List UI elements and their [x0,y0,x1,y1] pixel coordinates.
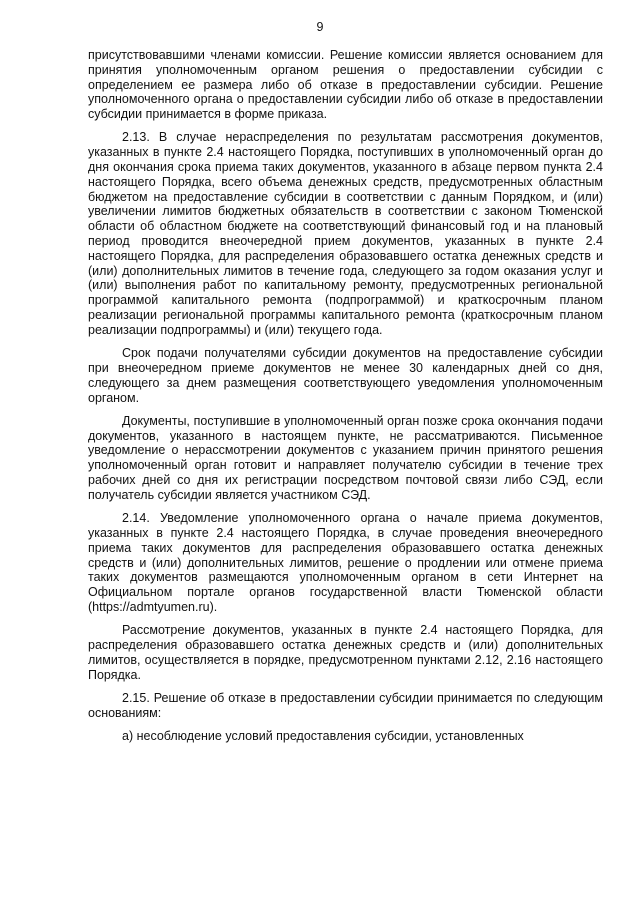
document-body [88,48,603,752]
paragraph-continuation: присутствовавшими членами комиссии. Решение комиссии является основанием для принятия уполномоченным органом решения о предоставлении субсидии с определением ее размера либо об отказе в предоставлении субсидии. Решение уполномоченного органа о предоставлении субсидии либо об отказе в предоставлении субсидии принимается в форме приказа. [88,48,603,122]
paragraph-submission-deadline: Срок подачи получателями субсидии документов на предоставление субсидии при внеочередном приеме документов не менее 30 календарных дней со дня, следующего за днем размещения соответствующего уведомления уполномоченным органом. [88,346,603,405]
page-number: 9 [316,20,324,34]
paragraph-item-a: а) несоблюдение условий предоставления субсидии, установленных [122,728,524,743]
paragraph-2-15: 2.15. Решение об отказе в предоставлении субсидии принимается по следующим основаниям: [88,690,603,720]
paragraph-2-14: 2.14. Уведомление уполномоченного органа о начале приема документов, указанных в пункте 2.4 настоящего Порядка, в случае проведения внеочередного приема таких документов для распределения образовавшего остатка денежных средств и (или) дополнительных лимитов, решение о продлении или отмене приема таких документов размещаются уполномоченным органом в сети Интернет на Официальном портале органов государственной власти Тюменской области (https://admtyumen.ru). [88,511,603,614]
paragraph-2-13: 2.13. В случае нераспределения по результатам рассмотрения документов, указанных в пункте 2.4 настоящего Порядка, поступивших в уполномоченный орган до дня окончания срока приема таких документов, указанного в абзаце первом пункта 2.4 настоящего Порядка, всего объема денежных средств, предусмотренных областным бюджетом на предоставление субсидии в соответствии с данным Порядком, и (или) увеличении лимитов бюджетных обязательств в соответствии с законом Тюменской области об областном бюджете на соответствующий финансовый год и на плановый период проводится внеочередной прием документов, указанных в пункте 2.4 настоящего Порядка, для распределения образовавшего остатка денежных средств и (или) дополнительных лимитов в течение года, следующего за годом оказания услуг и (или) выполнения работ по капитальному ремонту, предусмотренных региональной программой капитального ремонта (подпрограммой) и краткосрочным планом реализации региональной программы капитального ремонта (краткосрочным планом реализации подпрограммы) и (или) текущего года. [88,130,603,337]
paragraph-review-procedure: Рассмотрение документов, указанных в пункте 2.4 настоящего Порядка, для распределения образовавшего остатка денежных средств и (или) дополнительных лимитов, осуществляется в порядке, предусмотренном пунктами 2.12, 2.16 настоящего Порядка. [88,623,603,682]
paragraph-late-documents: Документы, поступившие в уполномоченный орган позже срока окончания подачи документов, указанного в настоящем пункте, не рассматриваются. Письменное уведомление о нерассмотрении документов с указанием причин принятого решения уполномоченный орган готовит и направляет получателю субсидии в течение трех рабочих дней со дня их регистрации посредством почтовой связи либо СЭД, если получатель субсидии является участником СЭД. [88,413,603,502]
